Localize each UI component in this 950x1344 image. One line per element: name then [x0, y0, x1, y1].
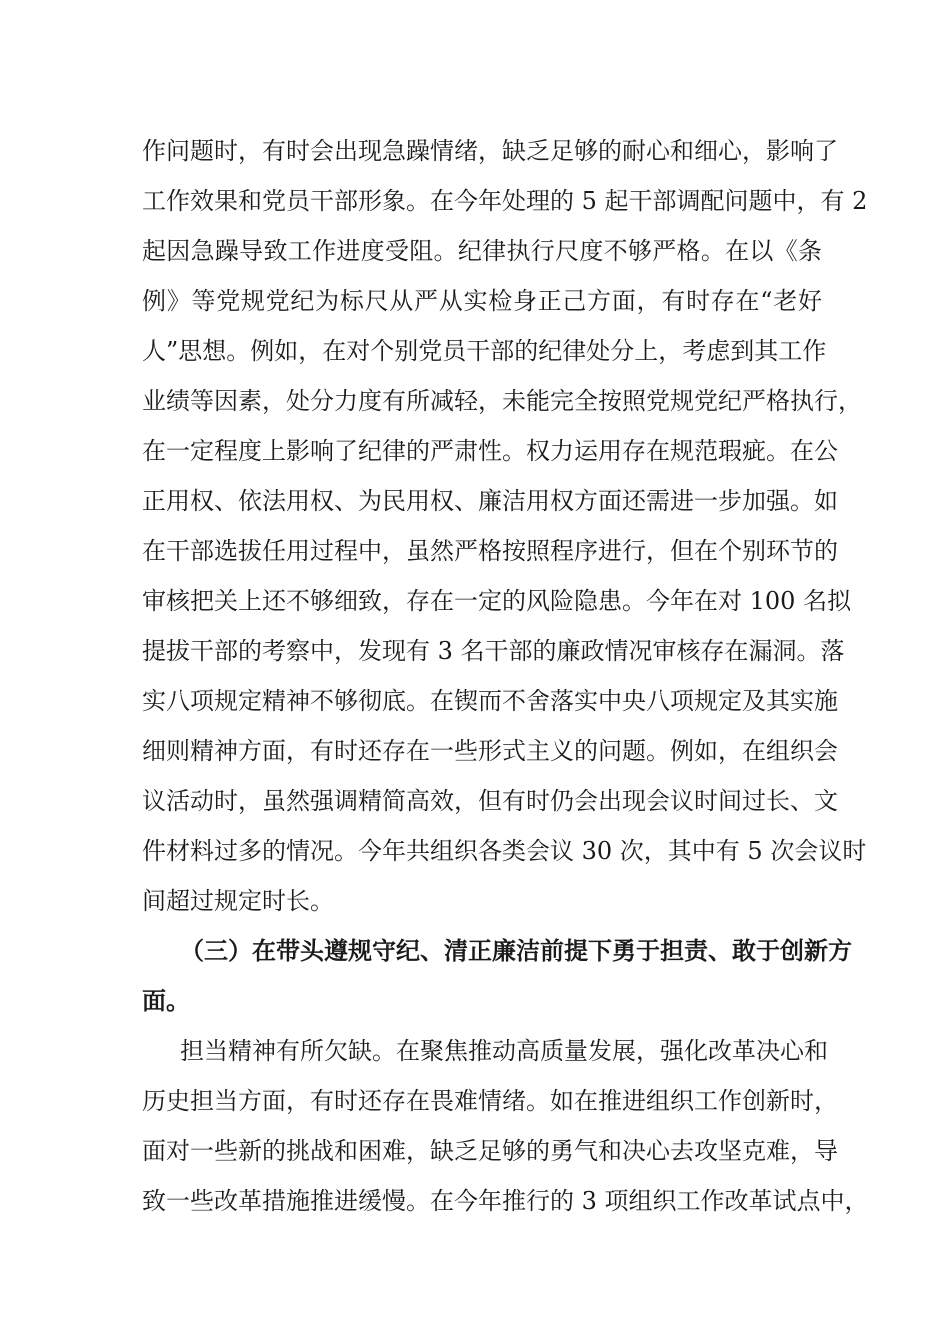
- paragraph-line: 细则精神方面，有时还存在一些形式主义的问题。例如，在组织会: [142, 737, 838, 765]
- paragraph-line: 例》等党规党纪为标尺从严从实检身正己方面，有时存在“老好: [142, 287, 822, 315]
- paragraph-line: 担当精神有所欠缺。在聚焦推动高质量发展，强化改革决心和: [180, 1037, 828, 1065]
- paragraph-line: 人”思想。例如，在对个别党员干部的纪律处分上，考虑到其工作: [142, 337, 827, 365]
- paragraph-line: 实八项规定精神不够彻底。在锲而不舍落实中央八项规定及其实施: [142, 687, 838, 715]
- paragraph-line: 间超过规定时长。: [142, 887, 334, 915]
- paragraph-line: 审核把关上还不够细致，存在一定的风险隐患。今年在对 100 名拟: [142, 587, 852, 615]
- paragraph-line: 历史担当方面，有时还存在畏难情绪。如在推进组织工作创新时，: [142, 1087, 838, 1115]
- paragraph-line: 起因急躁导致工作进度受阻。纪律执行尺度不够严格。在以《条: [142, 237, 822, 265]
- paragraph-line: 在干部选拔任用过程中，虽然严格按照程序进行，但在个别环节的: [142, 537, 838, 565]
- paragraph-line: 正用权、依法用权、为民用权、廉洁用权方面还需进一步加强。如: [142, 487, 838, 515]
- paragraph-line: 在一定程度上影响了纪律的严肃性。权力运用存在规范瑕疵。在公: [142, 437, 838, 465]
- paragraph-line: 件材料过多的情况。今年共组织各类会议 30 次，其中有 5 次会议时: [142, 837, 867, 865]
- paragraph-line: 议活动时，虽然强调精简高效，但有时仍会出现会议时间过长、文: [142, 787, 838, 815]
- paragraph-line: 作问题时，有时会出现急躁情绪，缺乏足够的耐心和细心，影响了: [142, 137, 838, 165]
- paragraph-line: 提拔干部的考察中，发现有 3 名干部的廉政情况审核存在漏洞。落: [142, 637, 845, 665]
- section-heading: 面。: [142, 986, 190, 1015]
- section-heading: （三）在带头遵规守纪、清正廉洁前提下勇于担责、敢于创新方: [180, 936, 852, 965]
- paragraph-line: 致一些改革措施推进缓慢。在今年推行的 3 项组织工作改革试点中，: [142, 1187, 869, 1215]
- paragraph-line: 面对一些新的挑战和困难，缺乏足够的勇气和决心去攻坚克难，导: [142, 1137, 838, 1165]
- paragraph-line: 工作效果和党员干部形象。在今年处理的 5 起干部调配问题中，有 2: [142, 187, 868, 215]
- paragraph-line: 业绩等因素，处分力度有所减轻，未能完全按照党规党纪严格执行，: [142, 387, 862, 415]
